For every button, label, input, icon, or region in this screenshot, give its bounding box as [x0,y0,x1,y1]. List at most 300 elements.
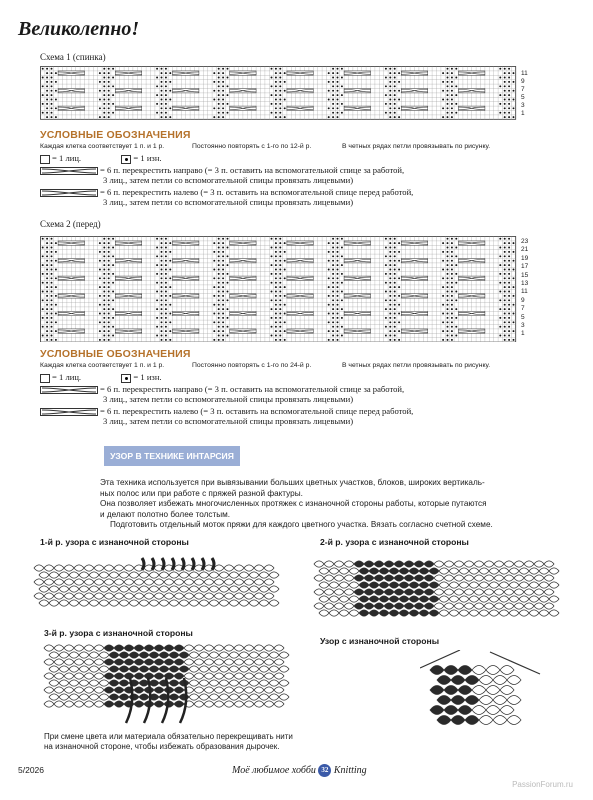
purl-stitch [165,273,167,275]
purl-stitch [508,273,510,275]
purl-stitch [103,251,105,253]
purl-stitch [504,264,506,266]
purl-stitch [447,255,449,257]
purl-stitch [108,326,110,328]
purl-stitch [337,116,339,118]
purl-stitch [447,260,449,262]
purl-stitch [279,304,281,306]
purl-stitch [499,299,501,301]
purl-stitch [332,308,334,310]
purl-stitch [161,247,163,249]
purl-stitch [332,330,334,332]
purl-stitch [341,299,343,301]
purl-stitch [504,238,506,240]
purl-stitch [108,107,110,109]
purl-stitch [451,238,453,240]
purl-stitch [213,251,215,253]
purl-stitch [169,313,171,315]
purl-stitch [55,99,57,101]
purl-stitch [328,72,330,74]
purl-stitch [447,107,449,109]
purl-stitch [275,286,277,288]
purl-stitch [398,313,400,315]
purl-stitch [103,94,105,96]
purl-stitch [51,260,53,262]
purl-stitch [55,295,57,297]
cable-right-text: = 6 п. перекрестить направо (= 3 п. оставить на вспомогательной спице за работой, [100,384,405,394]
purl-stitch [103,286,105,288]
purl-stitch [337,242,339,244]
purl-stitch [55,116,57,118]
purl-stitch [447,85,449,87]
purl-stitch [99,313,101,315]
purl-stitch [218,77,220,79]
purl-stitch [451,295,453,297]
purl-stitch [169,269,171,271]
scheme1-legend-head: УСЛОВНЫЕ ОБОЗНАЧЕНИЯ [40,129,191,141]
purl-stitch [169,72,171,74]
purl-stitch [112,94,114,96]
purl-stitch [337,277,339,279]
purl-stitch [156,335,158,337]
purl-stitch [51,273,53,275]
purl-stitch [332,247,334,249]
purl-stitch [513,269,515,271]
purl-stitch [508,90,510,92]
purl-stitch [103,264,105,266]
purl-stitch [103,321,105,323]
issue-number: 5/2026 [18,765,44,775]
purl-stitch [284,107,286,109]
purl-stitch [271,94,273,96]
purl-stitch [508,68,510,70]
purl-stitch [337,313,339,315]
purl-stitch [394,286,396,288]
purl-stitch [394,321,396,323]
knit-label: = 1 лиц. [52,153,82,163]
purl-stitch [447,277,449,279]
purl-stitch [337,299,339,301]
purl-stitch [161,308,163,310]
purl-stitch [218,308,220,310]
purl-stitch [218,321,220,323]
purl-stitch [279,299,281,301]
purl-stitch [332,273,334,275]
purl-stitch [447,304,449,306]
purl-stitch [451,308,453,310]
purl-stitch [218,247,220,249]
purl-stitch [451,112,453,114]
purl-stitch [112,326,114,328]
cable-left-icon [40,408,98,416]
purl-stitch [51,282,53,284]
purl-stitch [46,81,48,83]
purl-stitch [385,299,387,301]
purl-stitch [213,321,215,323]
purl-stitch [332,299,334,301]
purl-stitch [222,335,224,337]
purl-stitch [447,308,449,310]
purl-stitch [447,339,449,341]
purl-stitch [279,269,281,271]
scheme1-note-repeat: Постоянно повторять с 1-го по 12-й р. [192,143,312,150]
purl-stitch [112,103,114,105]
purl-stitch [156,255,158,257]
purl-stitch [112,255,114,257]
purl-stitch [112,77,114,79]
knit-label: = 1 лиц. [52,372,82,382]
purl-stitch [279,103,281,105]
purl-stitch [341,291,343,293]
purl-stitch [385,238,387,240]
purl-label: = 1 изн. [133,372,162,382]
purl-stitch [337,72,339,74]
purl-stitch [275,81,277,83]
purl-stitch [451,116,453,118]
purl-stitch [222,286,224,288]
purl-stitch [112,238,114,240]
purl-stitch [508,260,510,262]
purl-stitch [275,242,277,244]
purl-stitch [337,85,339,87]
purl-stitch [156,112,158,114]
purl-stitch [447,94,449,96]
purl-stitch [161,339,163,341]
page-number: 32 [318,764,331,777]
purl-stitch [275,103,277,105]
purl-stitch [332,339,334,341]
magazine-name: Моё любимое хобби [232,764,316,776]
purl-stitch [227,317,229,319]
purl-stitch [99,330,101,332]
purl-stitch [279,251,281,253]
purl-stitch [46,116,48,118]
purl-stitch [169,286,171,288]
purl-stitch [332,286,334,288]
purl-stitch [165,277,167,279]
row-number: 11 [521,288,528,296]
purl-stitch [451,269,453,271]
purl-stitch [508,286,510,288]
purl-stitch [46,107,48,109]
purl-stitch [389,247,391,249]
purl-stitch [218,103,220,105]
purl-stitch [508,85,510,87]
purl-stitch [504,335,506,337]
purl-stitch [332,282,334,284]
purl-stitch [222,277,224,279]
purl-stitch [398,269,400,271]
purl-stitch [222,313,224,315]
purl-stitch [51,295,53,297]
purl-stitch [337,321,339,323]
purl-stitch [46,269,48,271]
purl-stitch [513,313,515,315]
purl-stitch [161,242,163,244]
purl-stitch [227,299,229,301]
purl-stitch [442,72,444,74]
purl-stitch [161,99,163,101]
purl-stitch [279,291,281,293]
purl-stitch [504,247,506,249]
purl-stitch [284,330,286,332]
purl-stitch [222,99,224,101]
purl-stitch [51,77,53,79]
scheme1-cable-left [40,187,413,197]
purl-stitch [451,242,453,244]
watermark: PassionForum.ru [512,780,573,789]
purl-stitch [442,107,444,109]
purl-stitch [341,335,343,337]
purl-stitch [394,68,396,70]
purl-stitch [156,308,158,310]
purl-stitch [112,291,114,293]
intarsia-text-line: ных полос или при работе с пряжей разной фактуры. [100,488,303,498]
purl-stitch [508,251,510,253]
purl-stitch [222,238,224,240]
purl-stitch [103,282,105,284]
purl-stitch [275,90,277,92]
purl-stitch [55,339,57,341]
purl-stitch [112,112,114,114]
purl-stitch [398,116,400,118]
purl-stitch [108,260,110,262]
purl-stitch [455,85,457,87]
purl-stitch [447,238,449,240]
purl-stitch [447,291,449,293]
scheme1-cable-right-line2: 3 лиц., затем петли со вспомогательной спицы провязать лицевыми) [103,175,354,185]
purl-stitch [275,68,277,70]
purl-stitch [42,282,44,284]
purl-stitch [447,251,449,253]
purl-stitch [279,68,281,70]
purl-stitch [447,299,449,301]
purl-stitch [51,107,53,109]
purl-stitch [385,273,387,275]
purl-stitch [328,277,330,279]
purl-stitch [513,295,515,297]
purl-symbol-icon [121,374,131,383]
purl-stitch [108,269,110,271]
purl-stitch [451,103,453,105]
purl-stitch [332,81,334,83]
purl-stitch [46,339,48,341]
purl-stitch [222,308,224,310]
purl-stitch [447,335,449,337]
purl-stitch [99,260,101,262]
purl-stitch [156,291,158,293]
purl-stitch [508,308,510,310]
purl-stitch [213,99,215,101]
purl-stitch [103,304,105,306]
purl-stitch [271,326,273,328]
purl-stitch [337,269,339,271]
purl-stitch [51,317,53,319]
knit-symbol-icon [40,374,50,383]
purl-stitch [394,269,396,271]
purl-stitch [447,112,449,114]
purl-stitch [108,273,110,275]
purl-stitch [447,68,449,70]
purl-stitch [165,81,167,83]
purl-stitch [46,112,48,114]
purl-stitch [275,304,277,306]
purl-stitch [227,335,229,337]
purl-stitch [389,304,391,306]
purl-stitch [504,286,506,288]
purl-stitch [99,90,101,92]
purl-stitch [42,335,44,337]
purl-stitch [394,90,396,92]
purl-stitch [328,251,330,253]
purl-stitch [222,90,224,92]
purl-stitch [504,308,506,310]
purl-stitch [46,277,48,279]
purl-stitch [279,90,281,92]
purl-stitch [337,77,339,79]
purl-stitch [447,77,449,79]
purl-stitch [55,81,57,83]
purl-stitch [337,107,339,109]
purl-stitch [156,247,158,249]
purl-stitch [165,330,167,332]
purl-stitch [398,72,400,74]
cable-left-icon [40,189,98,197]
purl-stitch [442,242,444,244]
purl-stitch [447,116,449,118]
purl-stitch [271,273,273,275]
purl-stitch [165,247,167,249]
purl-stitch [394,72,396,74]
purl-stitch [513,260,515,262]
purl-stitch [337,291,339,293]
purl-stitch [499,264,501,266]
scheme2-cable-left [40,406,413,416]
purl-stitch [337,90,339,92]
purl-stitch [271,291,273,293]
purl-stitch [227,282,229,284]
purl-stitch [337,251,339,253]
purl-stitch [169,330,171,332]
purl-stitch [222,269,224,271]
purl-stitch [108,85,110,87]
purl-stitch [213,107,215,109]
purl-stitch [108,339,110,341]
purl-stitch [279,295,281,297]
purl-stitch [213,313,215,315]
purl-stitch [213,277,215,279]
purl-stitch [161,77,163,79]
purl-stitch [279,335,281,337]
purl-stitch [218,90,220,92]
purl-stitch [398,107,400,109]
purl-stitch [222,81,224,83]
purl-stitch [165,90,167,92]
purl-stitch [218,242,220,244]
purl-stitch [222,247,224,249]
purl-stitch [165,264,167,266]
purl-stitch [169,321,171,323]
scheme2-legend-symbols [40,372,162,383]
purl-stitch [99,99,101,101]
purl-stitch [103,269,105,271]
purl-stitch [455,264,457,266]
purl-stitch [271,247,273,249]
purl-stitch [161,335,163,337]
purl-stitch [337,339,339,341]
purl-stitch [46,247,48,249]
scheme1-note-cell: Каждая клетка соответствует 1 п. и 1 р. [40,143,165,150]
purl-stitch [161,90,163,92]
purl-stitch [46,282,48,284]
purl-stitch [46,85,48,87]
purl-stitch [51,242,53,244]
purl-stitch [51,264,53,266]
purl-stitch [222,304,224,306]
purl-stitch [385,247,387,249]
purl-stitch [504,330,506,332]
purl-stitch [279,317,281,319]
purl-stitch [222,299,224,301]
purl-stitch [499,273,501,275]
purl-stitch [394,94,396,96]
row-number: 7 [521,305,525,313]
purl-stitch [332,326,334,328]
purl-stitch [42,273,44,275]
purl-stitch [284,313,286,315]
row-number: 9 [521,296,525,304]
purl-stitch [447,269,449,271]
purl-stitch [218,269,220,271]
purl-stitch [161,286,163,288]
purl-stitch [398,330,400,332]
purl-stitch [513,107,515,109]
purl-stitch [394,273,396,275]
purl-stitch [447,103,449,105]
purl-symbol-icon [121,155,131,164]
purl-stitch [284,295,286,297]
purl-stitch [46,90,48,92]
purl-stitch [389,269,391,271]
purl-stitch [51,99,53,101]
purl-stitch [499,85,501,87]
purl-stitch [451,321,453,323]
purl-stitch [513,251,515,253]
purl-stitch [332,103,334,105]
purl-stitch [112,317,114,319]
purl-stitch [275,308,277,310]
purl-stitch [499,317,501,319]
purl-stitch [42,326,44,328]
purl-stitch [385,291,387,293]
purl-stitch [328,81,330,83]
purl-stitch [169,260,171,262]
purl-stitch [451,317,453,319]
purl-stitch [222,242,224,244]
purl-stitch [275,107,277,109]
purl-stitch [222,85,224,87]
purl-stitch [385,85,387,87]
purl-stitch [218,112,220,114]
scheme1-cable-left-line2: 3 лиц., затем петли со вспомогательной спицы провязать лицевыми) [103,197,354,207]
purl-stitch [51,321,53,323]
purl-stitch [332,260,334,262]
purl-stitch [165,335,167,337]
purl-stitch [499,112,501,114]
purl-stitch [451,277,453,279]
purl-stitch [389,68,391,70]
purl-stitch [46,330,48,332]
